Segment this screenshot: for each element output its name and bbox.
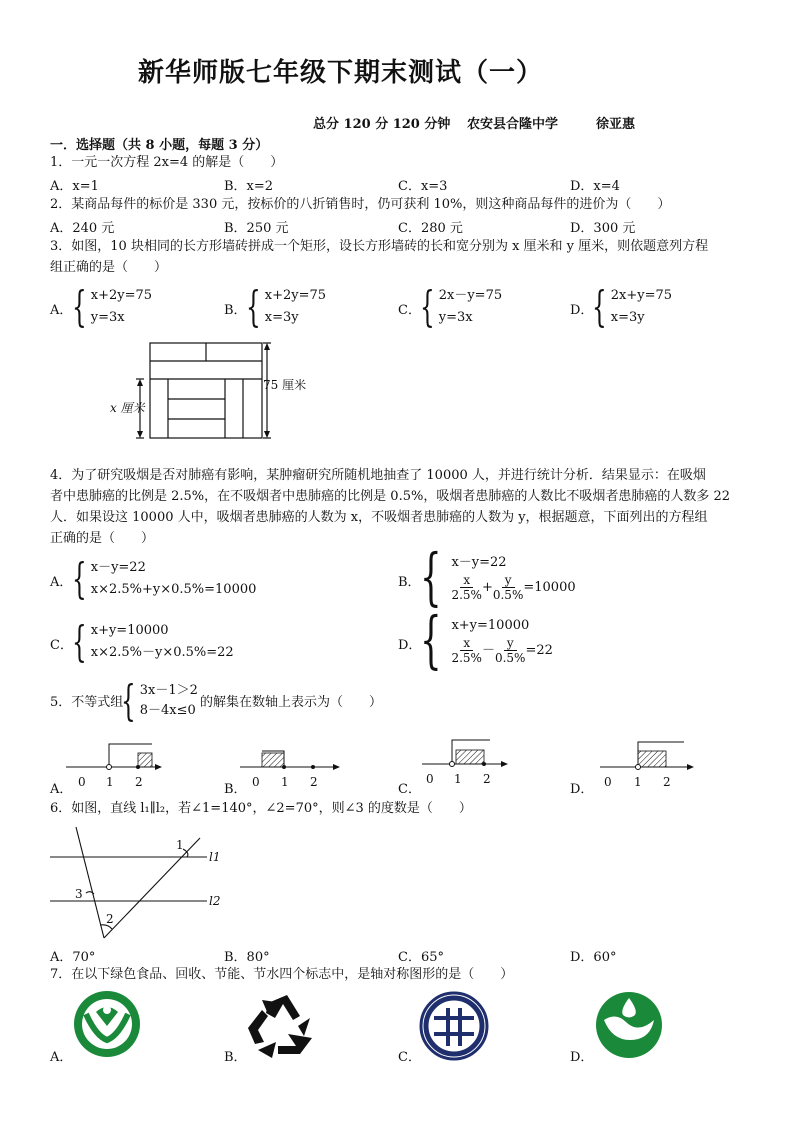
brace-icon: {: [420, 603, 442, 676]
q3-fig-left-label: x 厘米: [110, 401, 145, 415]
q7-stem: 7．在以下绿色食品、回收、节能、节水四个标志中，是轴对称图形的是（ ）: [50, 967, 514, 982]
angle-2-label: 2: [106, 912, 114, 926]
tick-2: 2: [483, 772, 491, 786]
brace-icon: {: [72, 554, 87, 603]
q5-option-a[interactable]: A．: [50, 782, 73, 797]
brace-icon: {: [72, 282, 87, 331]
q4-option-c-label[interactable]: C．: [50, 638, 73, 653]
operator: +: [481, 579, 493, 595]
q4-stem-line1: 4．为了研究吸烟是否对肺癌有影响，某肿瘤研究所随机地抽查了 10000 人，并进行统计分析．结果显示：在吸烟: [50, 468, 706, 483]
eq-line: x×2.5%+y×0.5%=10000: [90, 582, 257, 597]
brace-icon: {: [246, 282, 261, 331]
q6-option-a[interactable]: A．70°: [50, 950, 96, 965]
q3-option-d-label[interactable]: D．: [570, 303, 594, 318]
brace-icon: {: [420, 282, 435, 331]
brace-icon: {: [420, 540, 442, 613]
q4-option-d-label[interactable]: D．: [398, 638, 422, 653]
angle-1-label: 1: [176, 838, 184, 852]
q4-stem-line2: 者中患肺癌的比例是 2.5%，在不吸烟者中患肺癌的比例是 0.5%，吸烟者患肺癌的人数比不吸烟者患肺癌的人数多 22: [50, 489, 730, 504]
eq-line: 2x+y=75: [610, 288, 673, 303]
q3-fig-right-label: 75 厘米: [263, 378, 307, 392]
brace-icon: {: [121, 676, 136, 725]
frac-den: 0.5%: [492, 587, 524, 602]
eq-line: y=3x: [438, 310, 473, 325]
q1-option-b[interactable]: B．x=2: [224, 179, 274, 194]
section-heading: 一．选择题（共 8 小题，每题 3 分）: [50, 138, 269, 153]
q5-option-d[interactable]: D．: [570, 782, 594, 797]
frac-num: y: [504, 636, 517, 651]
tick-1: 1: [634, 775, 642, 789]
recycle-icon: [248, 995, 312, 1058]
frac-den: 0.5%: [494, 650, 526, 665]
q5-option-c[interactable]: C．: [398, 782, 421, 797]
tick-2: 2: [663, 775, 671, 789]
q6-stem: 6．如图，直线 l₁∥l₂，若∠1=140°，∠2=70°，则∠3 的度数是（ ）: [50, 801, 472, 816]
score-info: 总分 120 分 120 分钟: [313, 117, 451, 132]
q2-option-d[interactable]: D．300 元: [570, 221, 636, 236]
author-info: 徐亚惠: [596, 117, 636, 132]
q3-option-a-label[interactable]: A．: [50, 303, 73, 318]
q1-option-a[interactable]: A．x=1: [50, 179, 99, 194]
q1-option-d[interactable]: D．x=4: [570, 179, 620, 194]
eq-line: x－y=22: [451, 554, 507, 570]
brace-icon: {: [592, 282, 607, 331]
tick-1: 1: [106, 775, 114, 789]
energy-saving-logo-icon: [421, 993, 487, 1059]
tick-2: 2: [135, 775, 143, 789]
operator: －: [481, 642, 495, 658]
line-l1-label: l1: [209, 850, 221, 864]
eq-line: x+2y=75: [264, 288, 327, 303]
frac-den: 2.5%: [451, 587, 482, 602]
eq-line: x+2y=75: [90, 288, 153, 303]
tick-0: 0: [604, 775, 612, 789]
q5-option-b[interactable]: B．: [224, 782, 247, 797]
water-saving-logo-icon: [596, 992, 662, 1058]
q4-option-a-label[interactable]: A．: [50, 575, 73, 590]
q4-stem-line4: 正确的是（ ）: [50, 531, 155, 546]
eq-line: x=3y: [264, 310, 299, 325]
page-title: 新华师版七年级下期末测试（一）: [138, 58, 544, 88]
tick-0: 0: [78, 775, 86, 789]
q6-option-d[interactable]: D．60°: [570, 950, 617, 965]
q4-stem-line3: 人．如果设这 10000 人中，吸烟者患肺癌的人数为 x，不吸烟者患肺癌的人数为 y，根据题意，下面列出的方程组: [50, 510, 708, 525]
q2-option-b[interactable]: B．250 元: [224, 221, 289, 236]
q3-option-c-label[interactable]: C．: [398, 303, 421, 318]
q7-option-a[interactable]: A．: [50, 1050, 73, 1065]
brace-icon: {: [72, 617, 87, 666]
q3-option-b-label[interactable]: B．: [224, 303, 247, 318]
q3-stem-line1: 3．如图，10 块相同的长方形墙砖拼成一个矩形，设长方形墙砖的长和宽分别为 x 厘米和 y 厘米，则依题意列方程: [50, 239, 709, 254]
tick-2: 2: [310, 775, 318, 789]
frac-num: x: [460, 636, 473, 651]
eq-rhs: =10000: [523, 579, 576, 595]
eq-line: 2x－y=75: [438, 288, 503, 303]
angle-3-label: 3: [75, 887, 83, 901]
eq-line: x×2.5%－y×0.5%=22: [90, 645, 234, 660]
q5-stem-prefix: 5．不等式组: [50, 695, 124, 710]
q7-option-c[interactable]: C．: [398, 1050, 421, 1065]
tick-1: 1: [454, 772, 462, 786]
q7-option-d[interactable]: D．: [570, 1050, 594, 1065]
q2-stem: 2．某商品每件的标价是 330 元，按标价的八折销售时，仍可获利 10%，则这种商品每件的进价为（ ）: [50, 197, 671, 212]
q2-option-c[interactable]: C．280 元: [398, 221, 463, 236]
eq-rhs: =22: [525, 642, 553, 658]
q3-stem-line2: 组正确的是（ ）: [50, 260, 168, 275]
eq-line: x+y=10000: [451, 617, 530, 633]
eq-line: x=3y: [610, 310, 645, 325]
frac-num: x: [460, 573, 473, 588]
school-info: 农安县合隆中学: [467, 117, 559, 132]
q5-stem-suffix: 的解集在数轴上表示为（ ）: [200, 695, 383, 710]
frac-den: 2.5%: [451, 650, 482, 665]
tick-0: 0: [426, 772, 434, 786]
q7-option-b[interactable]: B．: [224, 1050, 247, 1065]
tick-0: 0: [252, 775, 260, 789]
q1-option-c[interactable]: C．x=3: [398, 179, 448, 194]
line-l2-label: l2: [209, 894, 221, 908]
eq-line: x－y=22: [90, 560, 146, 575]
eq-line: y=3x: [90, 310, 125, 325]
eq-line: x+y=10000: [90, 623, 169, 638]
green-food-logo-icon: [74, 991, 140, 1057]
ineq-line: 3x－1＞2: [139, 683, 198, 698]
q4-option-b-label[interactable]: B．: [398, 575, 421, 590]
ineq-line: 8－4x≤0: [139, 703, 196, 718]
q6-option-c[interactable]: C．65°: [398, 950, 444, 965]
q2-option-a[interactable]: A．240 元: [50, 221, 115, 236]
q1-stem: 1．一元一次方程 2x=4 的解是（ ）: [50, 155, 284, 170]
tick-1: 1: [281, 775, 289, 789]
frac-num: y: [502, 573, 515, 588]
q6-option-b[interactable]: B．80°: [224, 950, 270, 965]
